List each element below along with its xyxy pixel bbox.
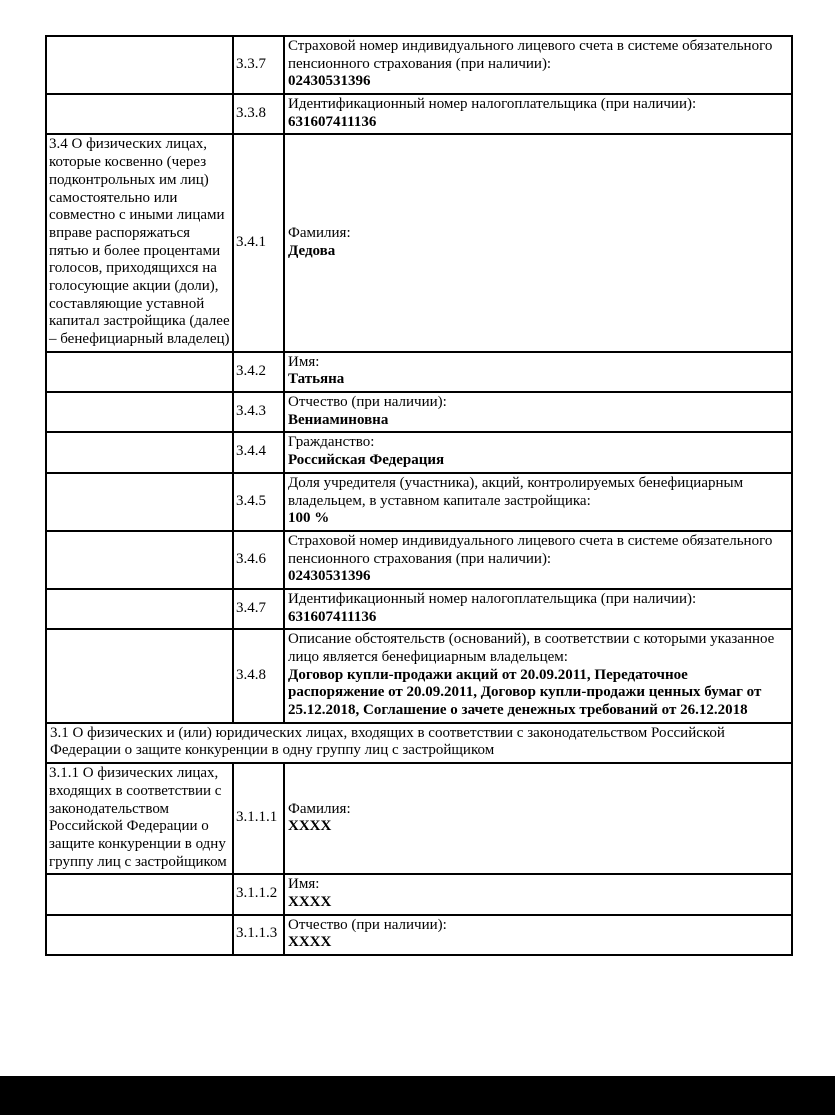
row-code: 3.3.7 (233, 36, 284, 94)
section-row (46, 723, 792, 763)
field-label: Описание обстоятельств (оснований), в соответствии с которыми указанное лицо является бенефициарным владельцем: (288, 631, 775, 665)
row-left-text (46, 589, 233, 629)
row-left-text (46, 473, 233, 531)
field-label: Имя: (288, 353, 320, 370)
field-value: ХХХХ (288, 818, 332, 835)
row-code: 3.3.8 (233, 94, 284, 134)
row-code: 3.4.5 (233, 473, 284, 531)
row-left-text: 3.4 О физических лицах, которые косвенно (через подконтрольных им лиц) самостоятельно или совместно с иными лицами вправе распоряжаться пятью и более процентами голосов, приходящихся на голосующие акции (доли), составляющие уставной капитал застройщика (далее – бенефициарный владелец) (46, 134, 233, 351)
page (0, 35, 835, 1115)
field-value: 100 % (288, 510, 330, 527)
field-label: Страховой номер индивидуального лицевого счета в системе обязательного пенсионного страхования (при наличии): (288, 38, 773, 72)
row-left-text (46, 392, 233, 432)
field-value: ХХХХ (288, 893, 332, 910)
field-label: Фамилия: (288, 800, 351, 817)
row-left-text (46, 531, 233, 589)
field-label: Гражданство: (288, 434, 375, 451)
table-row (46, 352, 792, 392)
field-label: Имя: (288, 876, 320, 893)
table-row (46, 432, 792, 472)
field-value: 631607411136 (288, 608, 377, 625)
table-row (46, 94, 792, 134)
row-code: 3.4.2 (233, 352, 284, 392)
table-row (46, 473, 792, 531)
table-row (46, 874, 792, 914)
table-row (46, 915, 792, 955)
field-value: Вениаминовна (288, 411, 389, 428)
row-code: 3.1.1.3 (233, 915, 284, 955)
field-label: Доля учредителя (участника), акций, контролируемых бенефициарным владельцем, в уставном капитале застройщика: (288, 474, 744, 509)
field-label: Страховой номер индивидуального лицевого счета в системе обязательного пенсионного страхования (при наличии): (288, 532, 773, 567)
field-label: Фамилия: (288, 224, 351, 241)
row-code: 3.4.3 (233, 392, 284, 432)
field-value: 02430531396 (288, 568, 371, 585)
table-row (46, 589, 792, 629)
table-row (46, 392, 792, 432)
row-left-text (46, 874, 233, 914)
row-left-text (46, 629, 233, 722)
row-code: 3.4.6 (233, 531, 284, 589)
field-value: Татьяна (288, 371, 345, 388)
row-left-text (46, 36, 233, 94)
row-code: 3.4.4 (233, 432, 284, 472)
row-left-text (46, 432, 233, 472)
row-left-text: 3.1.1 О физических лицах, входящих в соответствии с законодательством Российской Федерации о защите конкуренции в одну группу лиц с застройщиком (46, 763, 233, 874)
table-row (46, 629, 792, 722)
field-value: Договор купли-продажи акций от 20.09.2011, Передаточное распоряжение от 20.09.2011, Договор купли-продажи ценных бумаг от 25.12.2018, Соглашение о зачете денежных требований от 26.12.2018 (288, 666, 762, 719)
disclosure-table (45, 35, 793, 956)
section-text: 3.1 О физических и (или) юридических лицах, входящих в соответствии с законодательством Российской Федерации о защите конкуренции в одну группу лиц с застройщиком (46, 723, 792, 763)
field-label: Идентификационный номер налогоплательщика (при наличии): (288, 96, 697, 113)
field-value: Российская Федерация (288, 452, 445, 469)
row-code: 3.4.7 (233, 589, 284, 629)
row-code: 3.1.1.2 (233, 874, 284, 914)
field-value: 631607411136 (288, 113, 377, 130)
row-code: 3.4.8 (233, 629, 284, 722)
row-code: 3.1.1.1 (233, 763, 284, 874)
row-code: 3.4.1 (233, 134, 284, 351)
field-value: Дедова (288, 242, 336, 259)
field-label: Идентификационный номер налогоплательщика (при наличии): (288, 590, 697, 607)
row-left-text (46, 352, 233, 392)
field-label: Отчество (при наличии): (288, 394, 447, 411)
table-row (46, 531, 792, 589)
table-row (46, 763, 792, 874)
field-value: ХХХХ (288, 934, 332, 951)
table-row (46, 134, 792, 351)
page-bottom-edge (0, 1076, 835, 1115)
row-left-text (46, 94, 233, 134)
field-label: Отчество (при наличии): (288, 916, 447, 933)
table-row (46, 36, 792, 94)
field-value: 02430531396 (288, 73, 371, 90)
row-left-text (46, 915, 233, 955)
